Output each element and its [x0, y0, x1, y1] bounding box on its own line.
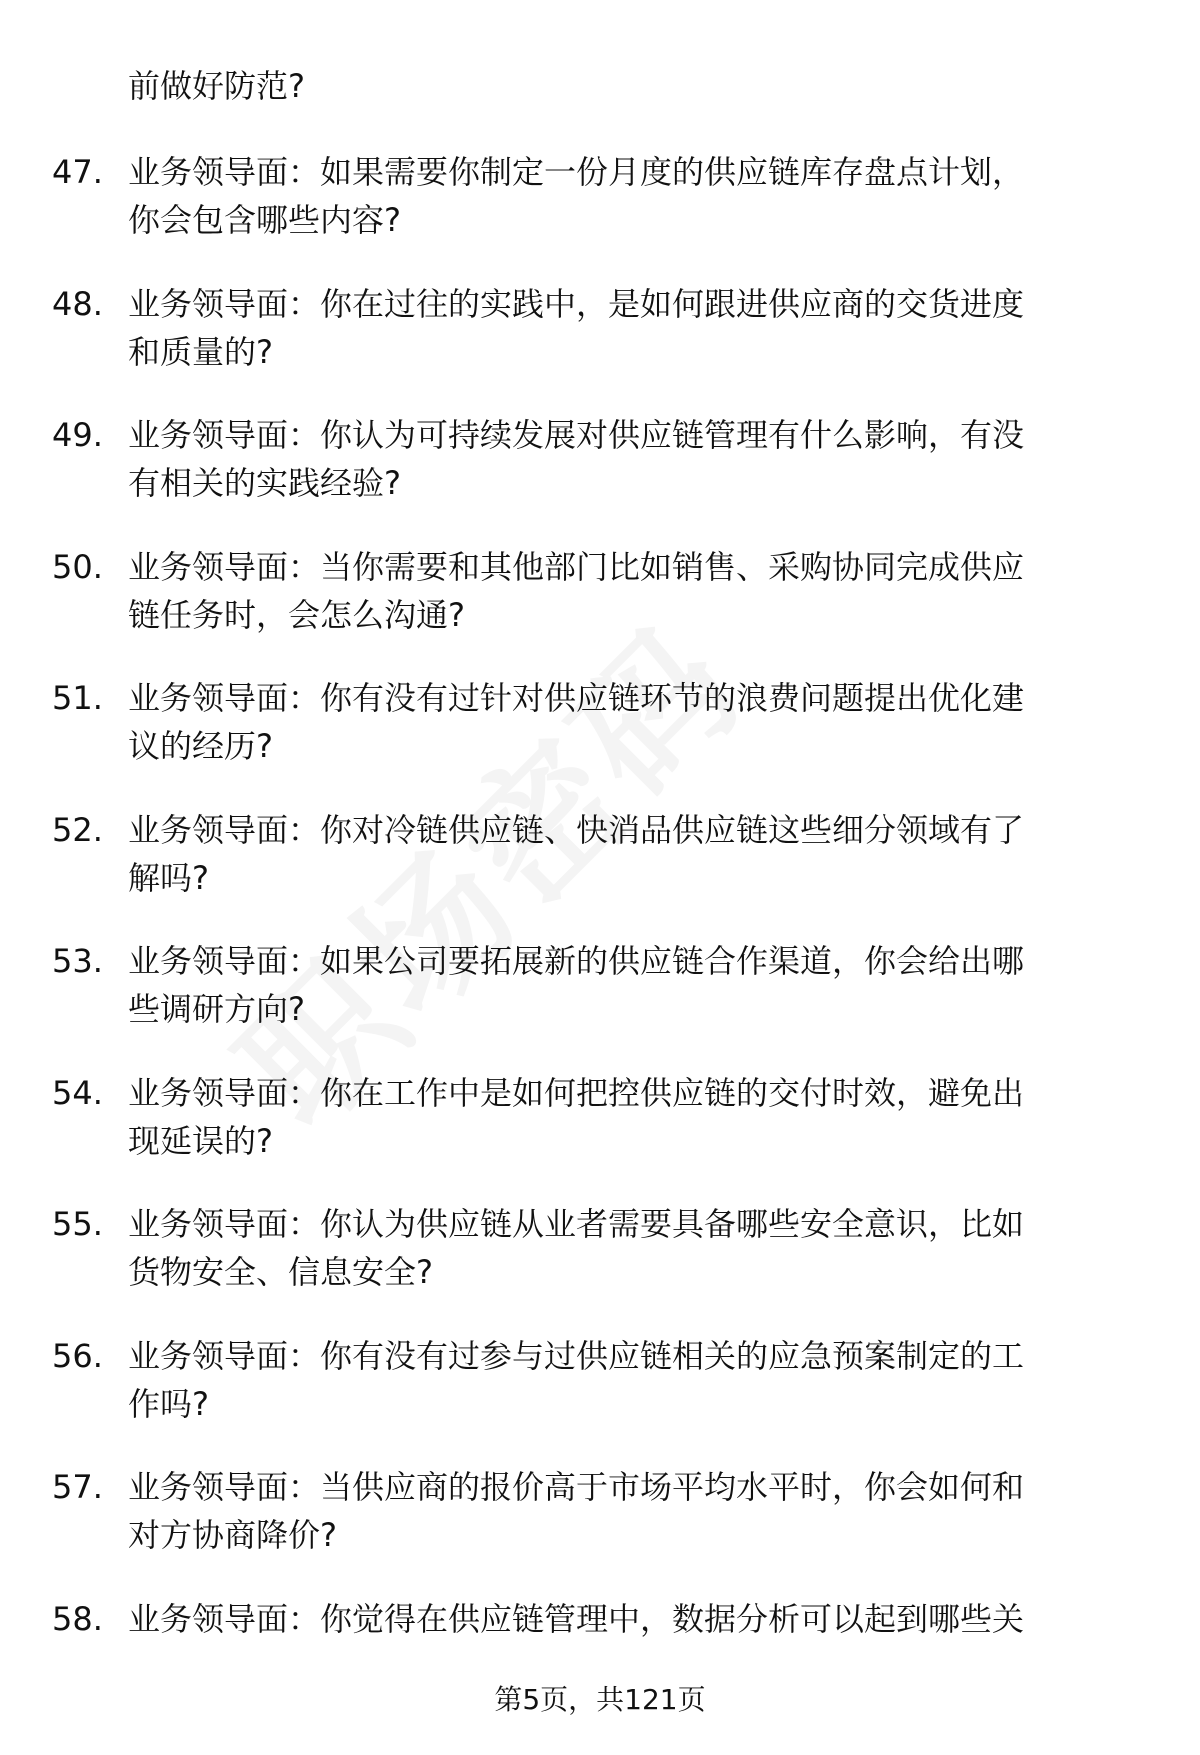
question-number: 57.	[52, 1468, 103, 1506]
question-number: 52.	[52, 810, 103, 849]
question-number: 54.	[52, 1073, 103, 1112]
question-number: 56.	[52, 1336, 103, 1375]
question-number: 55.	[52, 1205, 103, 1243]
question-item	[0, 1463, 1200, 1595]
question-number: 51.	[52, 679, 103, 717]
question-number: 48.	[52, 284, 103, 323]
question-text: 业务领导面：如果需要你制定一份月度的供应链库存盘点计划， 你会包含哪些内容?	[128, 153, 1025, 239]
previous-question-continuation: 前做好防范?	[128, 67, 305, 105]
question-item	[0, 411, 1200, 543]
question-text: 业务领导面：你觉得在供应链管理中，数据分析可以起到哪些关	[128, 1599, 1025, 1638]
question-text: 业务领导面：你对冷链供应链、快消品供应链这些细分领域有了 解吗?	[128, 810, 1025, 897]
question-item	[0, 1332, 1200, 1464]
question-text: 业务领导面：你有没有过针对供应链环节的浪费问题提出优化建 议的经历?	[128, 679, 1025, 765]
question-number: 58.	[52, 1599, 103, 1638]
question-text: 业务领导面：当你需要和其他部门比如销售、采购协同完成供应 链任务时，会怎么沟通?	[128, 547, 1025, 634]
question-item	[0, 148, 1200, 280]
question-list	[0, 148, 1200, 1726]
question-text: 业务领导面：你认为供应链从业者需要具备哪些安全意识，比如 货物安全、信息安全?	[128, 1205, 1025, 1291]
question-item	[0, 806, 1200, 938]
question-item	[0, 1069, 1200, 1201]
question-item	[0, 937, 1200, 1069]
question-text: 业务领导面：你在工作中是如何把控供应链的交付时效，避免出 现延误的?	[128, 1073, 1025, 1160]
question-item	[0, 674, 1200, 806]
question-number: 47.	[52, 153, 103, 191]
question-text: 业务领导面：当供应商的报价高于市场平均水平时，你会如何和 对方协商降价?	[128, 1468, 1025, 1554]
page-footer: 第5页，共121页	[494, 1683, 706, 1716]
question-number: 50.	[52, 547, 103, 586]
question-item	[0, 1200, 1200, 1332]
question-item	[0, 280, 1200, 412]
question-number: 49.	[52, 416, 103, 454]
question-text: 业务领导面：你有没有过参与过供应链相关的应急预案制定的工 作吗?	[128, 1336, 1025, 1423]
question-text: 业务领导面：你在过往的实践中，是如何跟进供应商的交货进度 和质量的?	[128, 284, 1025, 371]
question-number: 53.	[52, 942, 103, 980]
question-text: 业务领导面：如果公司要拓展新的供应链合作渠道，你会给出哪 些调研方向?	[128, 942, 1025, 1028]
question-item	[0, 543, 1200, 675]
question-text: 业务领导面：你认为可持续发展对供应链管理有什么影响，有没 有相关的实践经验?	[128, 416, 1025, 502]
